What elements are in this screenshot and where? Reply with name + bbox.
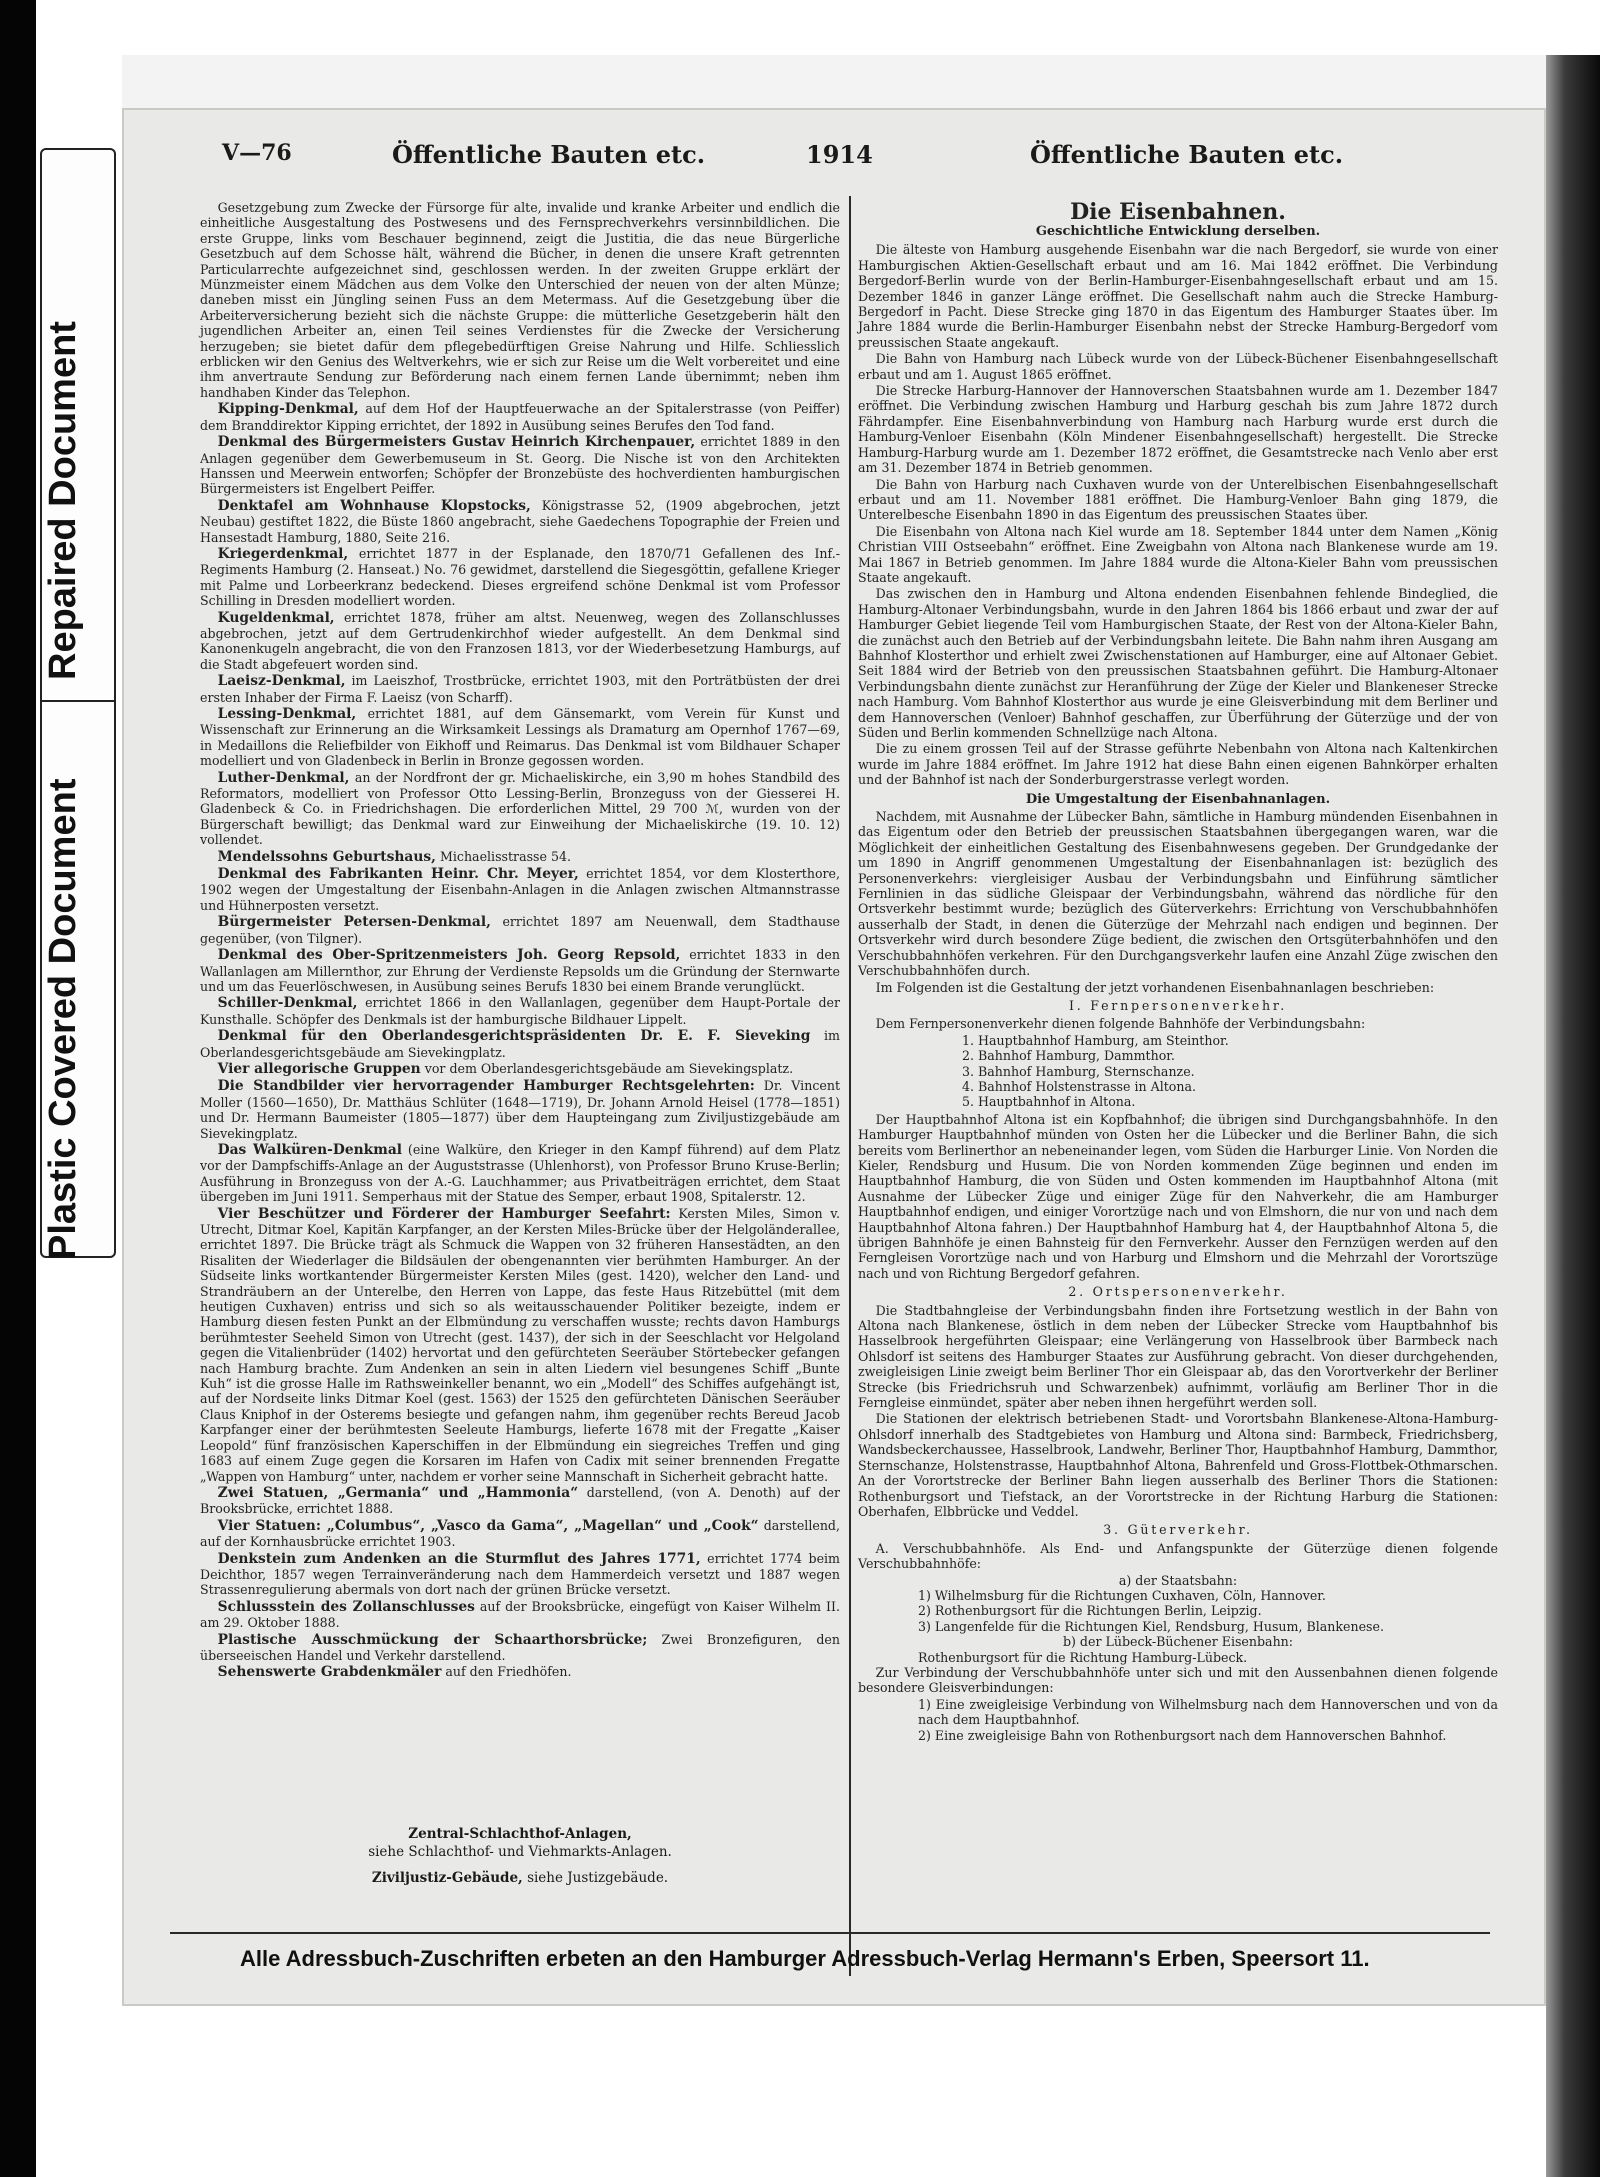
intro-paragraph: Gesetzgebung zum Zwecke der Fürsorge für alte, invalide und kranke Arbeiter und endlich die einheitliche Ausgestaltung des Postwesens und des Fernsprechverkehrs versinnbildlichen. Die erste Gruppe, links vom Beschauer beginnend, zeigt die Justitia, die das neue Bürgerliche Gesetzbuch auf dem Schosse hält, während die Bücher, in denen die unsere Kraft getrennten Particularrechte aufgezeichnet sind, geschlossen werden. In der zweiten Gruppe erklärt der Münzmeister einem Mädchen aus dem Volke den Unterschied der neuen von der alten Münze; daneben misst ein Jüngling seinen Fuss an dem Metermass. Auf die Gesetzgebung über die Arbeiterversicherung bezieht sich die nächste Gruppe: die mütterliche Gesetzgeberin hält den jugendlichen Arbeiter an, einen Teil seines Verdienstes für die Zwecke der Versicherung herzugeben; sie bietet dafür dem pflegebedürftigen Greise Nahrung und Hilfe. Schliesslich erblicken wir den Genius des Weltverkehrs, wie er sich zur Reise um die Welt vorbereitet und eine ihm anvertraute Sendung zur Beförderung nach einem fernen Lande übernimmt; neben ihm handhaben Kinder das Telephon. [200,200,840,400]
monument-name: Plastische Ausschmückung der Schaarthorsbrücke; [217,1631,648,1648]
monument-description: errichtet 1878, früher am altst. Neuenweg, wegen des Zollanschlusses abgebrochen, jetzt auf dem Gertrudenkirchhof wieder aufgestellt. An dem Denkmal sind Kanonenkugeln angebracht, die von den Franzosen 1813, vor der Wiederbesetzung Hamburgs, auf die Stadt abgefeuert worden sind. [200,609,840,672]
station-item: 1. Hauptbahnhof Hamburg, am Steinthor. [978,1033,1498,1048]
umgestaltung-paragraphs [858,809,1498,995]
staatsbahn-list [858,1588,1498,1634]
monument-entry [200,1061,840,1077]
monument-entry [200,498,840,545]
archive-label-divider [40,700,116,702]
monument-entry [200,1632,840,1664]
monument-description: errichtet 1889 in den Anlagen gegenüber dem Gewerbemuseum in St. Georg. Die Nische ist von den Architekten Hanssen und Meerwein entworfen; Schöpfer der Bronzebüste des hochverdienten hamburgischen Bürgermeisters ist Engelbert Peiffer. [200,434,840,497]
monument-description: auf den Friedhöfen. [441,1664,572,1680]
monument-name: Zwei Statuen, „Germania“ und „Hammonia“ [217,1484,579,1501]
monument-description: errichtet 1774 beim Deichthor, 1857 wegen Terrainveränderung nach dem Hammerdeich versetzt und 1887 wegen Strassenregulierung abermals von dort nach der grünen Brücke versetzt. [200,1550,840,1598]
monument-description: Kersten Miles, Simon v. Utrecht, Ditmar Koel, Kapitän Karpfanger, an der Kersten Miles-Brücke über der Helgoländerallee, errichtet 1897. Die Brücke trägt als Schmuck die Wappen von 32 früheren Hansestädten, an den Risaliten der Wiederlager die Bildsäulen der obengenannten vier berühmten Hamburger. An der Südseite links wortkantender Bürgermeister Kersten Miles (gest. 1420), welcher den Land- und Strandräubern an der Unterelbe, den Herren von Lappe, das feste Haus Ritzebüttel (mit dem heutigen Cuxhaven) entriss und sich so als weitausschauender Politiker bezeigte, indem er Hamburg diesen festen Punkt an der Elbmündung zu verschaffen wusste; rechts davon Hamburgs berühmtester Seeheld Simon von Utrecht (gest. 1437), der sich in der Seeschlacht vor Helgoland gegen die Vitalienbrüder (1402) hervortat und den gefürchteten Seeräuber Störtebecker gefangen nach Hamburg brachte. Zum Andenken an sein in alten Liedern viel besungenes Schiff „Bunte Kuh“ ist die grosse Halle im Rathsweinkeller benannt, wo ein „Modell“ des Schiffes aufgehängt ist, auf der Nordseite links Ditmar Koel (gest. 1563) der 1525 den gefürchteten Dänischen Seeräuber Claus Kniphof in der Osterems besiegte und gefangen nahm, ihm gegenüber rechts Bereud Jacob Karpfanger einer der berühmtesten Seeleute Hamburgs, lieferte 1678 mit der Fregatte „Kaiser Leopold“ fünf französischen Kaperschiffen in der Elbmündung ein siegreiches Treffen und ging 1683 auf einem Zuge gegen die Korsaren im Hafen von Cadix mit seiner brennenden Fregatte „Wappen von Hamburg“ unter, nachdem er vorher seine Mannschaft in Sicherheit gebracht hatte. [200,1205,840,1484]
staatsbahn-heading: a) der Staatsbahn: [1118,1572,1238,1588]
staatsbahn-item: 1) Wilhelmsburg für die Richtungen Cuxhaven, Cöln, Hannover. [918,1587,1326,1603]
monument-entries [200,401,840,1681]
right-column [858,200,1498,1743]
monument-entry [200,1485,840,1517]
history-paragraph: Die älteste von Hamburg ausgehende Eisenbahn war die nach Bergedorf, sie wurde von einer Hamburgischen Aktien-Gesellschaft erbaut und am 16. Mai 1842 eröffnet. Die Verbindung Bergedorf-Berlin wurde von der Berlin-Hamburger-Eisenbahngesellschaft erbaut und am 15. Dezember 1846 in ganzer Länge eröffnet. Die Gesellschaft nahm auch die Strecke Hamburg-Bergedorf in Pacht. Diese Strecke ging 1870 in das Eigentum des Hamburger Staates über. Im Jahre 1884 wurde die Berlin-Hamburger Eisenbahn nebst der Strecke Hamburg-Bergedorf vom preussischen Staate angekauft. [858,242,1498,350]
monument-entry [200,1028,840,1060]
monument-name: Luther-Denkmal, [217,769,350,786]
scan-top-margin [122,55,1546,108]
monument-name: Schiller-Denkmal, [217,995,358,1012]
monument-name: Sehenswerte Grabdenkmäler [217,1664,442,1681]
monument-name: Denkmal für den Oberlandesgerichtspräsidenten Dr. E. F. Sieveking [217,1028,811,1045]
station-item: 3. Bahnhof Hamburg, Sternschanze. [978,1064,1498,1079]
note-ziviljustiz-text: siehe Justizgebäude. [527,1870,669,1886]
staatsbahn-item: 2) Rothenburgsort für die Richtungen Berlin, Leipzig. [918,1603,1262,1619]
note-schlachthof-title: Zentral-Schlachthof-Anlagen, [408,1826,632,1842]
monument-description: im Laeiszhof, Trostbrücke, errichtet 1903, mit den Porträtbüsten der drei ersten Inhaber der Firma F. Laeisz (von Scharff). [200,673,840,705]
scan-right-edge [1546,55,1600,2177]
monument-entry [200,673,840,705]
monument-name: Denktafel am Wohnhause Klopstocks, [217,497,531,514]
luebeck-heading: b) der Lübeck-Büchener Eisenbahn: [1062,1634,1294,1650]
umgestaltung-paragraph: Im Folgenden ist die Gestaltung der jetzt vorhandenen Eisenbahnanlagen beschrieben: [875,979,1435,995]
monument-entry [200,706,840,769]
monument-entry [200,1599,840,1631]
history-paragraph: Die zu einem grossen Teil auf der Strasse geführte Nebenbahn von Altona nach Kaltenkirchen wurde im Jahre 1884 eröffnet. Im Jahre 1912 hat diese Bahn einen eigenen Bahnkörper erhalten und der Bahnhof ist nach der Sonderburgerstrasse verlegt worden. [858,741,1498,788]
cross-references [200,1825,840,1887]
monument-name: Vier Statuen: „Columbus“, „Vasco da Gama“, „Magellan“ und „Cook“ [217,1517,759,1534]
publisher-advert: Alle Adressbuch-Zuschriften erbeten an den Hamburger Adressbuch-Verlag Hermann's Erben, Speersort 11. [240,1946,1370,1971]
monument-entry [200,1206,840,1484]
monument-description: Zwei Bronzefiguren, den überseeischen Handel und Verkehr darstellend. [200,1631,840,1663]
footer-rule [170,1932,1490,1934]
history-paragraph: Die Eisenbahn von Altona nach Kiel wurde am 18. September 1844 unter dem Namen „König Christian VIII Ostseebahn“ eröffnet. Eine Zweigbahn von Altona nach Blankenese wurde am 19. Mai 1867 in Betrieb genommen. Im Jahre 1884 wurde die Altona-Kieler Bahn vom preussischen Staate angekauft. [858,523,1498,585]
station-item: 2. Bahnhof Hamburg, Dammthor. [978,1048,1498,1063]
monument-description: errichtet 1866 in den Wallanlagen, gegenüber dem Haupt-Portale der Kunsthalle. Schöpfer des Denkmals ist der hamburgische Bildhauer Lippelt. [200,995,840,1027]
monument-entry [200,434,840,497]
monument-entry [200,1078,840,1141]
ortsverkehr-paragraph: Die Stationen der elektrisch betriebenen Stadt- und Vorortsbahn Blankenese-Altona-Hamburg-Ohlsdorf innerhalb des Stadtgebietes von Hamburg und Altona sind: Barmbeck, Friedrichsberg, Wandsbeckerchaussee, Hasselbrook, Landwehr, Berliner Thor, Hauptbahnhof Hamburg, Dammthor, Sternschanze, Holstenstrasse, Hauptbahnhof Altona, Bahrenfeld und Gross-Flottbek-Othmarschen. An der Vorortstrecke der Berliner Bahn liegen ausserhalb des Berliner Thors die Stationen: Rothenburgsort und Tiefstack, an der Vorortstrecke in der Richtung Harburg die Stationen: Oberhafen, Elbbrücke und Veddel. [858,1411,1498,1519]
fernverkehr-heading: I. Fernpersonenverkehr. [1068,997,1288,1013]
monument-description: Michaelisstrasse 54. [435,848,572,864]
monument-entry [200,1664,840,1680]
monument-name: Das Walküren-Denkmal [217,1141,402,1158]
column-rule [849,196,851,1976]
monument-name: Vier allegorische Gruppen [217,1060,421,1077]
history-paragraph: Das zwischen den in Hamburg und Altona endenden Eisenbahnen fehlende Bindeglied, die Hamburg-Altonaer Verbindungsbahn, wurde in den Jahren 1864 bis 1866 erbaut und zwar der auf Hamburger Gebiet liegende Teil vom Hamburgischen Staate, der Rest von der Altona-Kieler Bahn, die zunächst auch den Betrieb auf der Verbindungsbahn leitete. Die Bahn nahm ihren Ausgang am Bahnhof Klosterthor und erhielt zwei Zwischenstationen auf Hamburger, eine auf Altonaer Gebiet. Seit 1884 wird der Betrieb von den preussischen Staatsbahnen geführt. Die Hamburg-Altonaer Verbindungsbahn diente zunächst zur Heranführung der Züge der Kieler und Blankeneser Strecke nach Hamburg. Vom Bahnhof Klosterthor aus wurde je eine Gleisverbindung mit dem Berliner und dem Hannoverschen (Venloer) Bahnhof geschaffen, zur Überführung der Güterzüge und der von Süden und Berlin kommenden Schnellzüge nach Altona. [858,586,1498,740]
gueterverkehr-heading: 3. Güterverkehr. [1103,1522,1253,1538]
note-schlachthof-text: siehe Schlachthof- und Viehmarkts-Anlagen. [368,1844,672,1860]
ortsverkehr-paragraphs [858,1303,1498,1520]
history-paragraph: Die Bahn von Harburg nach Cuxhaven wurde von der Unterelbischen Eisenbahngesellschaft erbaut und am 11. November 1881 eröffnet. Die Hamburg-Venloer Bahn ging 1879, die Unterelbesche Eisenbahn 1890 in das Eigentum des preussischen Staates über. [858,476,1498,523]
monument-name: Mendelssohns Geburtshaus, [217,848,436,865]
gueterverkehr-intro: A. Verschubbahnhöfe. Als End- und Anfangspunkte der Güterzüge dienen folgende Verschubbahnhöfe: [858,1540,1498,1572]
umgestaltung-heading: Die Umgestaltung der Eisenbahnanlagen. [1025,791,1331,807]
left-column [200,200,840,1682]
monument-entry [200,401,840,433]
left-running-title: Öffentliche Bauten etc. [392,140,706,169]
station-item: 4. Bahnhof Holstenstrasse in Altona. [978,1079,1498,1094]
verbindung-item: 2) Eine zweigleisige Bahn von Rothenburgsort nach dem Hannoverschen Bahnhof. [918,1727,1447,1743]
monument-entry [200,1142,840,1205]
history-paragraphs [858,242,1498,787]
monument-entry [200,866,840,913]
section-title: Die Eisenbahnen. [1070,199,1286,225]
repaired-document-label: Repaired Document [42,321,84,680]
monument-name: Kugeldenkmal, [217,609,335,626]
ortsverkehr-heading: 2. Ortspersonenverkehr. [1068,1284,1288,1300]
history-paragraph: Die Bahn von Hamburg nach Lübeck wurde von der Lübeck-Büchener Eisenbahngesellschaft erbaut und am 1. August 1865 eröffnet. [858,351,1498,382]
monument-entry [200,1551,840,1598]
monument-name: Laeisz-Denkmal, [217,673,346,690]
plastic-covered-label: Plastic Covered Document [42,778,84,1260]
monument-name: Vier Beschützer und Förderer der Hamburger Seefahrt: [217,1205,671,1222]
monument-entry [200,610,840,673]
page-header [150,140,1490,180]
monument-name: Schlussstein des Zollanschlusses [217,1598,475,1615]
monument-description: auf der Brooksbrücke, eingefügt von Kaiser Wilhelm II. am 29. Oktober 1888. [200,1598,840,1631]
verbindung-list [858,1697,1498,1743]
monument-description: darstellend, auf der Kornhausbrücke errichtet 1903. [200,1517,840,1550]
monument-entry [200,1518,840,1550]
station-item: 5. Hauptbahnhof in Altona. [978,1094,1498,1109]
monument-name: Denkmal des Fabrikanten Heinr. Chr. Meyer, [217,866,579,883]
monument-description: errichtet 1854, vor dem Klosterthore, 1902 wegen der Umgestaltung der Eisenbahn-Anlagen in die Anlagen zwischen Altmannstrasse und Hühnerposten versetzt. [200,866,841,913]
monument-name: Kipping-Denkmal, [217,401,359,418]
note-ziviljustiz [200,1869,840,1887]
right-running-title: Öffentliche Bauten etc. [1030,140,1344,169]
scan-left-edge [0,0,36,2177]
monument-description: (eine Walküre, den Krieger in den Kampf führend) auf dem Platz vor der Dampfschiffs-Anlage an der Auguststrasse (Uhlenhorst), von Professor Bruno Kruse-Berlin; Ausführung in Bronzeguss von der A.-G. Lauchhammer; aus Privatbeiträgen errichtet, dem Staat übergeben im Juni 1911. Semperhaus mit der Statue des Semper, erbaut 1908, Spitalerstr. 12. [200,1141,840,1205]
monument-name: Denkmal des Bürgermeisters Gustav Heinrich Kirchenpauer, [217,434,696,451]
monument-description: darstellend, (von A. Denoth) auf der Brooksbrücke, errichtet 1888. [200,1484,841,1517]
monument-description: errichtet 1877 in der Esplanade, den 1870/71 Gefallenen des Inf.-Regiments Hamburg (2. Hanseat.) No. 76 gewidmet, darstellend die Siegesgöttin, gefallene Krieger mit Palme und Lorbeerkranz bedeckend. Dieses ergreifend schöne Denkmal ist vom Professor Schilling in Dresden modelliert worden. [200,545,840,609]
monument-description: auf dem Hof der Hauptfeuerwache an der Spitalerstrasse (von Peiffer) dem Branddirektor Kipping errichtet, der 1892 in Ausübung seines Berufes den Tod fand. [200,401,840,433]
verbindung-item: 1) Eine zweigleisige Verbindung von Wilhelmsburg nach dem Hannoverschen und von da nach dem Hauptbahnhof. [918,1696,1498,1728]
monument-entry [200,947,840,994]
note-schlachthof [200,1825,840,1843]
verbindung-text: Zur Verbindung der Verschubbahnhöfe unter sich und mit den Aussenbahnen dienen folgende besondere Gleisverbindungen: [858,1664,1498,1696]
history-paragraph: Die Strecke Harburg-Hannover der Hannoverschen Staatsbahnen wurde am 1. Dezember 1847 eröffnet. Die Verbindung zwischen Hamburg und Harburg geschah bis zum Jahre 1872 durch Fährdampfer. Eine Eisenbahnverbindung von Hamburg nach Harburg wurde erst durch die Hamburg-Venloer Eisenbahn (Köln Mindener Eisenbahngesellschaft) hergestellt. Die Strecke Hamburg-Harburg wurde am 1. Dezember 1872 eröffnet, die Gesamtstrecke nach Venlo aber erst am 31. Dezember 1874 in Betrieb genommen. [858,383,1498,476]
monument-entry [200,546,840,609]
monument-name: Denkstein zum Andenken an die Sturmflut des Jahres 1771, [217,1550,701,1567]
note-ziviljustiz-title: Ziviljustiz-Gebäude, [371,1870,523,1886]
monument-description: Dr. Vincent Moller (1560—1650), Dr. Matthäus Schlüter (1648—1719), Dr. Johann Arnold Heisel (1778—1851) und Dr. Hermann Baumeister (1805—1877) über dem Haupteingang zum Ziviljustizgebäude am Sievekingplatz. [200,1078,841,1141]
fernverkehr-text: Der Hauptbahnhof Altona ist ein Kopfbahnhof; die übrigen sind Durchgangsbahnhöfe. In den Hamburger Hauptbahnhof münden von Osten her die Lübecker und die Berliner Bahn, die sich bereits vom Berlinerthor an nebeneinander legen, vom Süden die Harburger Linie. Von Norden die Kieler, Rendsburg und Husum. Die von Norden kommenden Züge beginnen und enden im Hauptbahnhof Hamburg, die von Süden und Osten kommenden im Hauptbahnhof Altona (mit Ausnahme der Lübecker Züge und einiger Züge für den Nahverkehr, die am Hamburger Hauptbahnhof endigen, und einiger Vorortzüge nach und von Elmshorn, die nur von und nach dem Hauptbahnhof Altona fahren.) Der Hauptbahnhof Hamburg hat 4, der Hauptbahnhof Altona 5, die übrigen Bahnhöfe je einen Bahnsteig für den Fernverkehr. Ausser den Fernzügen werden auf den Ferngleisen Vorortzüge nach und von Harburg und Elmshorn und die Mehrzahl der Vorortszüge nach und von Richtung Bergedorf gefahren. [858,1111,1498,1281]
monument-name: Denkmal des Ober-Spritzenmeisters Joh. Georg Repsold, [217,947,681,964]
fernverkehr-station-list [978,1033,1498,1110]
monument-description: vor dem Oberlandesgerichtsgebäude am Sievekingsplatz. [420,1060,794,1076]
monument-name: Lessing-Denkmal, [217,706,357,722]
monument-description: errichtet 1881, auf dem Gänsemarkt, vom Verein für Kunst und Wissenschaft zur Erinnerung an die Wirksamkeit Lessings als Dramaturg am Opernhof 1767—69, in Medaillons die Reliefbilder von Eikhoff und Reimarus. Das Denkmal ist vom Bildhauer Schaper modelliert und von Gladenbeck in Berlin in Bronze gegossen worden. [200,706,840,769]
monument-name: Kriegerdenkmal, [217,545,349,562]
ortsverkehr-paragraph: Die Stadtbahngleise der Verbindungsbahn finden ihre Fortsetzung westlich in der Bahn von Altona nach Blankenese, östlich in dem neben der Lübecker Strecke vom Hauptbahnhof bis Hasselbrook hergeführten Gleispaar; eine Verlängerung von Hasselbrook über Barmbeck nach Ohlsdorf ist seitens des Hamburger Staates zur Ausführung gebracht. Von dieser durchgehenden, zweigleisigen Linie zweigt beim Berliner Thor ein Gleispaar ab, das den Vorortverkehr der Berliner Strecke (bis Friedrichsruh und Schwarzenbek) aufnimmt, vorläufig am Berliner Thor in die Ferngleise einmündet, später aber neben ihnen hergeführt werden soll. [858,1302,1498,1411]
monument-entry [200,995,840,1027]
monument-description: errichtet 1897 am Neuenwall, dem Stadthause gegenüber, (von Tilgner). [200,914,841,946]
monument-entry [200,914,840,946]
section-subtitle: Geschichtliche Entwicklung derselben. [1035,224,1321,239]
monument-description: Königstrasse 52, (1909 abgebrochen, jetzt Neubau) gestiftet 1822, die Büste 1860 angebracht, siehe Gaedechens Topographie der Freien und Hansestadt Hamburg, 1880, Seite 216. [200,497,840,545]
monument-entry [200,849,840,865]
umgestaltung-paragraph: Nachdem, mit Ausnahme der Lübecker Bahn, sämtliche in Hamburg mündenden Eisenbahnen in das Eigentum oder den Betrieb der preussischen Staatsbahnen übergegangen waren, war die Möglichkeit der einheitlichen Gestaltung des Eisenbahnwesens gegeben. Der Grundgedanke der um 1890 in Angriff genommenen Umgestaltung der Eisenbahnanlagen ist: bezüglich des Personenverkehrs: viergleisiger Ausbau der Verbindungsbahn und Einführung sämtlicher Fernlinien in das südliche Gleispaar der Verbindungsbahn, während das nördliche für den Ortsverkehr bestimmt wurde; bezüglich des Güterverkehrs: Errichtung von Verschubbahnhöfen ausserhalb der Stadt, in denen die Güterzüge der Mehrzahl nach endigen und beginnen. Der Ortsverkehr wird durch besondere Züge bedient, die zwischen den Ortsgüterbahnhöfen und den Verschubbahnhöfen verkehren. Für den Durchgangsverkehr laufen eine Anzahl Züge zwischen den Verschubbahnhöfen durch. [858,809,1498,979]
luebeck-text: Rothenburgsort für die Richtung Hamburg-Lübeck. [918,1649,1248,1665]
monument-description: im Oberlandesgerichtsgebäude am Sievekingplatz. [200,1028,840,1060]
monument-description: an der Nordfront der gr. Michaeliskirche, ein 3,90 m hohes Standbild des Reformators, modelliert von Professor Otto Lessing-Berlin, Bronzeguss von der Giesserei H. Gladenbeck & Co. in Friedrichshagen. Die erforderlichen Mittel, 29 700 ℳ, wurden von der Bürgerschaft bewilligt; das Denkmal ward zur Einweihung der Michaeliskirche (19. 10. 12) vollendet. [200,769,840,848]
fernverkehr-intro: Dem Fernpersonenverkehr dienen folgende Bahnhöfe der Verbindungsbahn: [875,1016,1366,1032]
monument-description: errichtet 1833 in den Wallanlagen am Millernthor, zur Ehrung der Verdienste Repsolds um die Gründung der Sternwarte und um das Feuerlöschwesen, in Ausübung seines Berufs 1830 bei einem Brande verunglückt. [200,947,840,994]
monument-name: Die Standbilder vier hervorragender Hamburger Rechtsgelehrten: [217,1078,755,1095]
page-number: V—76 [222,140,292,166]
monument-entry [200,770,840,848]
year: 1914 [806,140,873,169]
staatsbahn-item: 3) Langenfelde für die Richtungen Kiel, Rendsburg, Husum, Blankenese. [918,1618,1384,1634]
monument-name: Bürgermeister Petersen-Denkmal, [217,914,491,931]
